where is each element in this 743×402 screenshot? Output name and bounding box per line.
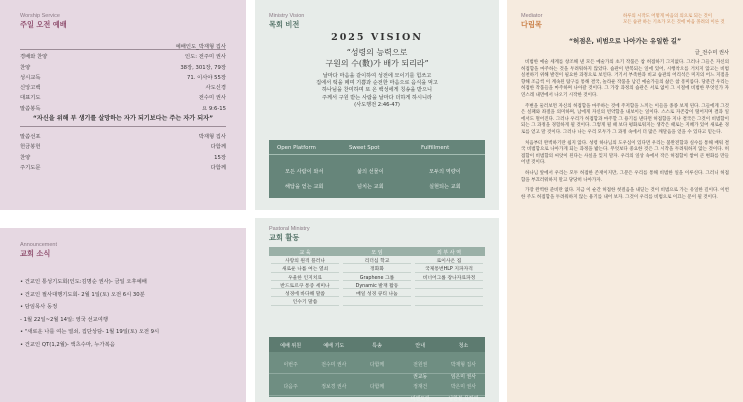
vision-value-desc [269,155,341,191]
schedule-cell-line: 권교동 [413,373,428,380]
vision-heading: 2025 VISION [331,32,423,43]
worship-order-row [20,130,226,140]
pastoral-eng-label: Pastoral Ministry [269,226,310,232]
schedule-row [269,352,485,380]
worship-order-value: 예배인도_박재형 집사 [175,44,226,50]
schedule-cell-line: 전수미 권사 [321,362,347,368]
activities-cell: 새로운 나를 여는 열쇠 [271,264,339,272]
activities-cell: 정화화 [343,264,411,272]
mediator-headline: “허점은, 비범으로 나아가는 유일한 길” [568,37,682,45]
worship-order-value: 다함께 [210,164,226,171]
vision-value-line: 실현되는 교회 [429,183,461,190]
worship-order-row [20,161,226,171]
schedule-col-header: 예배 위원 [280,343,302,349]
worship-order-label: 찬양 [20,64,31,71]
activities-cell: 반드토르쿠 통증 세미나 [271,281,339,289]
activities-column [413,256,485,306]
schedule-cell-line: 박재형 집사 [450,362,476,368]
worship-eng-label: Worship Service [20,13,60,19]
activities-cell [415,297,483,305]
announcement-section [0,228,246,402]
schedule-cell [312,352,355,373]
activities-cell: Dynamic 발재 활동 [343,281,411,289]
activities-cell: 비너어그룹 장나자료파정 [415,273,483,281]
worship-order-row [20,50,226,60]
vision-scripture-line: 날마다 마음을 같이하여 성전에 모이기를 힘쓰고 [322,73,432,79]
activities-cell: 사랑의 원격 플러나 [271,256,339,264]
schedule-cell [312,374,355,395]
schedule-cell-line: 임은미 권사 [450,373,476,380]
schedule-cell-line: 정보경 권사 [321,384,347,390]
schedule-cell [442,352,485,380]
worship-order-value: 다함께 [210,144,226,151]
vision-value-heading: Fulfillment [421,145,450,151]
activities-cell: 성경에 바다해 말씀 [271,289,339,297]
mediator-eng-label: Mediator [521,13,543,19]
announcement-list [20,277,226,352]
activities-cell: 리더십 학교 [343,256,411,264]
vision-slogan-line2: 구원의 수(數)가 배가 되리라” [325,59,429,68]
worship-order-label: 주기도문 [20,164,41,171]
schedule-cell [399,374,442,402]
vision-scripture-line: 주께서 구원 받는 사람을 날마다 더하게 하시니라 [321,94,433,101]
activities-col-header: 모 임 [371,250,383,256]
schedule-cell [399,352,442,380]
vision-scripture-line: 하나님을 찬미하며 또 온 백성에게 칭송을 받으니 [321,87,433,94]
schedule-cell-line: 비엔도랑 [410,395,430,402]
schedule-cell [355,352,398,373]
schedule-col-header: 안내 [415,343,426,349]
worship-order-value: 사도신경 [205,85,226,92]
activities-cell: 로이사온 집 [415,256,483,264]
vision-scripture-line: 집에서 떡을 떼며 기쁨과 순전한 마음으로 음식을 먹고 [316,80,438,87]
worship-order-row [20,61,226,71]
activities-cell: Graphene 그룹 [343,273,411,281]
worship-order-value: 71. 이사야 55장 [187,74,226,81]
mediator-paragraph: 주변을 둘러보면 자신의 허접함을 마주하는 것에 주저함을 느끼는 이들을 종종 보게 된다. 그들에게 그것은 실패와 좌절을 의미하며, 남에게 자신의 빈약함을 내보이는 일이다. 스스로 자존감이 떨어지며 결과 일에서도 멀어진다. 그러나 우리가 허접함과 마주할 그 용기를 낸다면 허접함을 지나 결국은 그것이 비범함이 되는 그 과정을 경험하게 될 것이다. 그렇게 될 때 보다 평화로워지는 생각은 때로는 지혜가 있어 새로운 경로를 얻고 말 것이다. 그러나 나는 우리 모두가 그 과정 속에서 더 많은 깨달음을 얻을 수 있다고 믿는다. [521,103,729,135]
right-panel [507,0,743,402]
mediator-paragraph: 비범한 예술 세계를 창조해 낸 모든 예술가의 초기 작품은 참 허접하기 그지없다. 그러나 그들은 자신의 허접함을 마주하는 것을 두려워하지 않았다. 습관이 반복되는 일에 있어, 시행착오를 거치지 않고는 비범 실천하기 위해 발견이 필요한 과정으로 보인다. 거기서 부족한과 비교 습관의 어리석은 미지의 어느 지점을 향해 조금씩 이 계속된 탐구를 통해 결국, 놀라운 작품을 남긴 예술가들의 삶은 참 흥미롭다. 당분간 우리는 허접한 작품들을 마주하며 나아갈 것이다. 그 가장 과정의 습관은 서로 없이 그 시절에 비범한 무엇인가 자연스레 내면에서 나오기 시작한 것이다. [521,60,729,98]
schedule-cell-line: 남한봄 목하며 [448,395,479,402]
mediator-paragraph: 가장 완벽한 준비란 없다. 지금 이 순간 허접한 첫걸음을 내딛는 것이 비범으로 가는 유일한 길이다. 이번 한 주도 허접함을 두려워하지 않는 용기를 내어 보자. 그것이 우리를 비범으로 이끄는 문이 될 것이다. [521,188,729,200]
activities-cell [343,297,411,305]
worship-order-label: 성시교독 [20,74,41,81]
worship-order-value: 15장 [214,154,226,161]
worship-order-label: 신앙고백 [20,85,41,92]
activities-cell: 우울한 인지치료 [271,273,339,281]
announcement-item: • 건교인 QT(1,2월)- 액츠수마, 누가복음 [20,341,115,348]
worship-order-list-2 [20,130,226,171]
worship-order-row [20,40,226,50]
activities-table [269,247,485,306]
worship-order-value: 요 9:6-15 [202,105,226,112]
vision-value-line: 해답을 얻는 교회 [285,183,324,190]
activities-col-header: 교 육 [299,250,311,256]
mediator-title: 다림목 [521,20,542,29]
schedule-cell-line: 다함께 [369,384,385,390]
middle-panel [255,0,499,402]
worship-order-value: 전수미 권사 [198,95,226,102]
worship-order-label: 경배와 찬양 [20,54,48,61]
vision-value-desc [341,155,413,191]
vision-slogan-line1: “성령의 능력으로 [346,48,408,57]
activities-cell: 매일 성경 큐티 나눔 [343,289,411,297]
worship-order-row [20,81,226,91]
vision-value-desc [413,155,485,191]
schedule-cell-line: 다함께 [369,362,385,368]
schedule-cell [269,374,312,395]
vision-value-heading: Open Platform [277,145,316,151]
activities-cell: 인수기 말씀 [271,297,339,305]
vision-value-line: 모든 사람이 와서 [285,169,324,175]
schedule-cell-line: 정재건 [413,384,428,390]
schedule-col-header: 예배 기도 [323,343,345,349]
vision-value-line: 넘치는 교회 [357,183,384,190]
mediator-paragraph: 하나님 앞에서 우리는 모두 허접한 존재이지만, 그분은 우리를 통해 비범한 일을 이루신다. 그러니 허접함을 부끄러워하지 말고 당당히 나아가자. [521,170,729,183]
mediator-body [521,60,729,201]
schedule-cell [442,374,485,402]
activities-cell: 국제통번HLP 지파자격 [415,264,483,272]
mediator-paragraph: 처음부터 완벽하기란 쉽지 않다. 성령 하나님의 도우심이 있다면 우리는 불완전함과 실수를 통해 배워 결국 비범함으로 나아가게 되는 과정을 밟는다. 무엇보다 중요한 것은 그 시작을 두려워하지 않는 것이다. 허접함이 비범함의 씨앗이 된다는 사실을 잊지 말자. 우리의 일상 속에서 작은 허접함이 쌓여 큰 변화를 만들어낼 것이다. [521,140,729,166]
mediator-quote-line: 하루의 시작도 어떻게 마음의 의으로 되는 것이 [623,14,712,19]
vision-value-heading: Sweet Spot [349,145,380,151]
schedule-cell-line: 이번주 [283,362,298,368]
vision-values-table [269,140,485,198]
vision-eng-label: Ministry Vision [269,13,305,19]
worship-verse: “자신을 위해 부 생기를 살망하는 자가 되기보다는 주는 자가 되자” [20,115,226,127]
worship-order-label: 찬양 [20,154,31,161]
announcement-item: - 1월 22일~2월 14일: 영국 선교여행 [20,316,108,323]
worship-order-row [20,71,226,81]
announcement-item: • 건교인 필사대행기도회- 2월 1일(토) 오전 6시 30분 [20,291,145,298]
worship-section [0,0,246,210]
schedule-cell-line: 박은미 권사 [450,384,476,390]
pastoral-section [255,218,499,402]
schedule-row [269,374,485,402]
pastoral-title: 교회 활동 [269,233,300,242]
announcement-eng-label: Announcement [20,242,57,248]
left-panel [0,0,246,402]
schedule-cell-line: 다음주 [283,384,298,390]
vision-slogan [269,47,485,69]
worship-order-label: 말씀봉독 [20,105,41,112]
schedule-col-header: 특송 [372,343,382,349]
activities-col-header: 외 부 사 역 [436,250,462,256]
service-schedule-table [269,337,485,402]
worship-order-row [20,91,226,101]
worship-order-value: 박재형 집사 [198,134,226,141]
worship-order-row [20,151,226,161]
activities-cell [415,281,483,289]
announcement-item: • "새로운 나를 여는 열쇠, 집단상담- 1월 19일(토) 오전 9시 [20,329,160,335]
mediator-quote [623,14,725,26]
worship-order-label: 헌금봉헌 [20,144,41,151]
mediator-quote-line: 모든 습관 하는 기초가 모든 것에 마음 몰려의 이른 것 [623,20,725,25]
worship-order-row [20,102,226,112]
activities-column [269,256,341,306]
schedule-col-header: 청소 [458,343,469,349]
schedule-cell-line: 전원권 [413,362,428,368]
vision-value-line: 모두의 역량이 [429,169,461,175]
mediator-section [507,0,743,402]
worship-order-label: 말씀선포 [20,134,41,141]
activities-column [341,256,413,306]
vision-value-line: 삶의 선물이 [357,169,384,175]
vision-title: 목회 비전 [269,20,300,29]
announcement-item: • 건교인 통성기도회(인도:김명순 권사)- 금일 오후예배 [20,279,147,285]
schedule-cell [355,374,398,395]
announcement-item: • 담임목사 동정 [20,304,58,310]
schedule-cell [269,352,312,373]
worship-order-label: 대표기도 [20,95,41,102]
announcement-title: 교회 소식 [20,249,51,258]
worship-order-value: 38장, 301장, 79장 [180,64,226,71]
worship-title: 주일 오전 예배 [20,20,67,29]
vision-scripture [269,73,485,109]
mediator-author: 글_전수미 권사 [694,50,729,56]
worship-order-value: 인도: 전주미 권사 [185,54,226,61]
worship-order-list [20,40,226,112]
vision-scripture-line: (사도행전 2:46-47) [354,101,400,108]
worship-order-row [20,140,226,150]
activities-cell [415,289,483,297]
